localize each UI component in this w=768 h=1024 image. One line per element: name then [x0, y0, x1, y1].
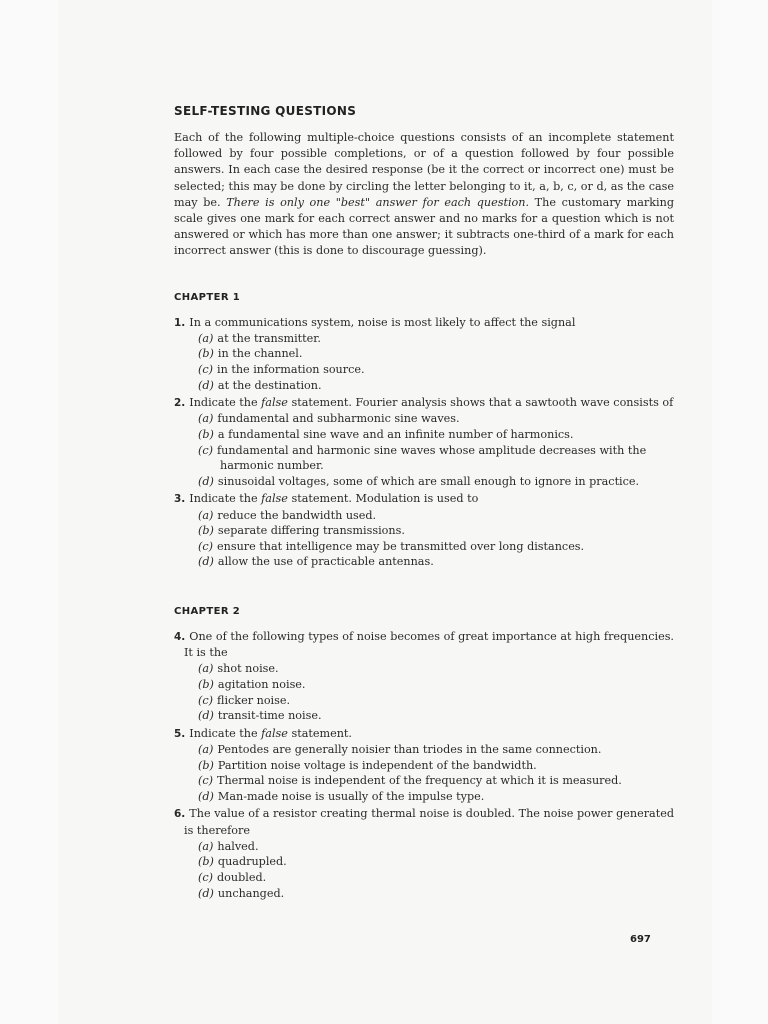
option-text: quadrupled.: [217, 855, 287, 869]
question-text-emphasis: false: [261, 726, 288, 740]
option-text: agitation noise.: [217, 677, 306, 691]
question-text: In a communications system, noise is most likely to affect the signal: [189, 315, 576, 329]
option-a: [198, 661, 674, 677]
question-6: [174, 806, 674, 901]
option-c: [198, 539, 674, 555]
option-list: [174, 742, 674, 804]
option-d: [198, 474, 674, 490]
question-stem: [174, 806, 674, 838]
option-text: halved.: [217, 839, 259, 853]
option-letter: (a): [198, 412, 214, 426]
question-1: [174, 315, 674, 394]
option-b: [198, 427, 674, 443]
option-letter: (a): [198, 331, 214, 345]
question-3: [174, 491, 674, 570]
chapter-1-section: [174, 292, 674, 570]
option-letter: (d): [198, 555, 214, 569]
option-letter: (a): [198, 662, 214, 676]
option-c: [198, 870, 674, 886]
option-text: Pentodes are generally noisier than triodes in the same connection.: [217, 742, 602, 756]
option-list: [174, 661, 674, 723]
option-letter: (b): [198, 758, 214, 772]
intro-text-part2: The customary marking scale gives one mark for each correct answer and no marks for a question which is not answered or which has more than one answer; it subtracts one-third of a mark for each incorrect answer (this is done to discourage guessing).: [174, 195, 674, 258]
question-stem: [174, 629, 674, 661]
question-4: [174, 629, 674, 724]
question-number: 3.: [174, 493, 186, 506]
question-stem: [174, 395, 674, 411]
option-text: Thermal noise is independent of the frequency at which it is measured.: [217, 774, 622, 788]
question-number: 5.: [174, 727, 186, 740]
option-letter: (b): [198, 677, 214, 691]
question-5: [174, 726, 674, 805]
question-number: 6.: [174, 808, 186, 821]
question-text-post: statement. Modulation is used to: [287, 492, 479, 506]
question-text-post: statement. Fourier analysis shows that a sawtooth wave consists of: [287, 396, 674, 410]
option-letter: (d): [198, 886, 214, 900]
option-letter: (d): [198, 789, 214, 803]
question-list: [174, 315, 674, 570]
question-text: The value of a resistor creating thermal noise is doubled. The noise power generated is therefore: [184, 807, 674, 837]
option-text: at the destination.: [217, 378, 322, 392]
option-c: [198, 693, 674, 709]
question-stem: [174, 491, 674, 507]
option-letter: (d): [198, 474, 214, 488]
option-letter: (c): [198, 693, 213, 707]
option-a: [198, 839, 674, 855]
option-c: [198, 773, 674, 789]
option-text: at the transmitter.: [217, 331, 321, 345]
chapter-2-section: [174, 606, 674, 901]
option-d: [198, 789, 674, 805]
option-text: a fundamental sine wave and an infinite number of harmonics.: [217, 428, 574, 441]
option-list: [174, 839, 674, 901]
question-text-post: statement.: [287, 726, 352, 740]
option-letter: (c): [198, 539, 213, 553]
option-a: [198, 742, 674, 758]
option-b: [198, 854, 674, 870]
option-letter: (c): [198, 870, 213, 884]
option-letter: (b): [198, 428, 214, 441]
option-a: [198, 411, 674, 427]
option-text: shot noise.: [217, 662, 279, 676]
option-letter: (b): [198, 855, 214, 869]
option-letter: (c): [198, 774, 213, 788]
option-c: [198, 443, 674, 474]
option-letter: (a): [198, 742, 214, 756]
chapter-title: CHAPTER 2: [174, 605, 241, 617]
option-list: [174, 508, 674, 570]
intro-emphasis: There is only one "best" answer for each question.: [226, 195, 530, 209]
option-text: in the channel.: [217, 347, 303, 361]
option-text: doubled.: [217, 870, 267, 884]
question-stem: [174, 726, 674, 742]
question-2: [174, 395, 674, 489]
option-letter: (b): [198, 347, 214, 361]
option-text: sinusoidal voltages, some of which are small enough to ignore in practice.: [217, 474, 640, 488]
chapter-title: CHAPTER 1: [174, 291, 241, 303]
page-number: 697: [630, 934, 651, 945]
option-text: transit-time noise.: [217, 709, 322, 723]
option-text: reduce the bandwidth used.: [217, 508, 377, 522]
option-b: [198, 523, 674, 539]
option-letter: (d): [198, 378, 214, 392]
option-text: fundamental and harmonic sine waves whose amplitude decreases with the harmonic number.: [217, 443, 647, 473]
option-b: [198, 677, 674, 693]
option-letter: (b): [198, 524, 214, 538]
option-text: Man-made noise is usually of the impulse type.: [217, 789, 485, 803]
option-a: [198, 508, 674, 524]
page-heading: SELF-TESTING QUESTIONS: [174, 104, 357, 118]
question-number: 1.: [174, 316, 186, 329]
book-page: [58, 0, 712, 1024]
intro-text-part1: Each of the following multiple-choice questions consists of an incomplete statement followed by four possible completions, or of a question followed by four possible answers. In each case the desired response (be it the correct or incorrect one) must be selected; this may be done by circling the letter belonging to it, a, b, c, or d, as the case may be.: [174, 131, 674, 209]
option-letter: (a): [198, 839, 214, 853]
option-letter: (d): [198, 709, 214, 723]
question-stem: [174, 315, 674, 331]
option-text: in the information source.: [217, 363, 365, 377]
option-list: [174, 411, 674, 489]
question-list: [174, 629, 674, 901]
question-text-pre: Indicate the: [189, 492, 262, 506]
question-text-pre: Indicate the: [189, 726, 262, 740]
option-text: unchanged.: [217, 886, 285, 900]
option-text: separate differing transmissions.: [217, 524, 405, 538]
option-a: [198, 331, 674, 347]
option-list: [174, 331, 674, 393]
option-d: [198, 554, 674, 570]
option-letter: (c): [198, 443, 213, 457]
intro-paragraph: [174, 130, 674, 260]
question-number: 4.: [174, 630, 186, 643]
option-text: ensure that intelligence may be transmitted over long distances.: [217, 539, 585, 553]
option-d: [198, 708, 674, 724]
option-d: [198, 886, 674, 902]
option-d: [198, 378, 674, 394]
question-text-emphasis: false: [261, 396, 288, 410]
option-b: [198, 758, 674, 774]
question-text-pre: Indicate the: [189, 396, 262, 410]
option-b: [198, 346, 674, 362]
question-text-emphasis: false: [261, 492, 288, 506]
page-content: [174, 104, 674, 903]
option-letter: (c): [198, 363, 213, 377]
option-text: allow the use of practicable antennas.: [217, 555, 434, 569]
option-text: fundamental and subharmonic sine waves.: [217, 412, 460, 426]
option-letter: (a): [198, 508, 214, 522]
option-c: [198, 362, 674, 378]
question-number: 2.: [174, 397, 186, 410]
option-text: flicker noise.: [217, 693, 291, 707]
question-text: One of the following types of noise becomes of great importance at high frequencies. It is the: [184, 629, 674, 660]
option-text: Partition noise voltage is independent of the bandwidth.: [217, 758, 537, 772]
